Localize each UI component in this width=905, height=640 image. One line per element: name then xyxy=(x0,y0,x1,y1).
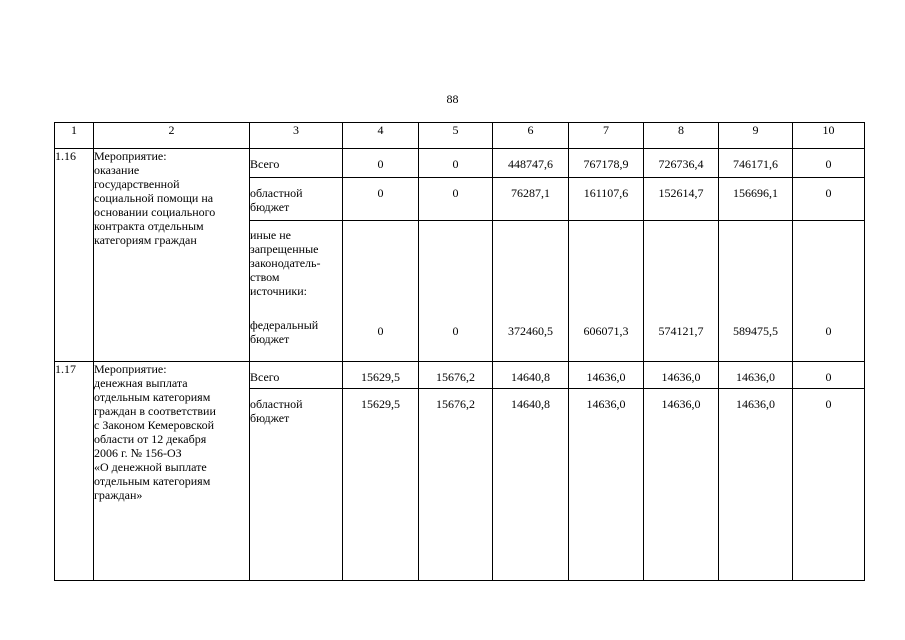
value-cell: 746171,6 xyxy=(719,149,793,178)
header-cell: 7 xyxy=(569,123,644,149)
value-cell: 0 xyxy=(793,362,865,389)
source-label: областной бюджет xyxy=(250,389,343,581)
header-cell: 4 xyxy=(343,123,419,149)
header-cell: 10 xyxy=(793,123,865,149)
value-cell: 372460,5 xyxy=(493,221,569,362)
page-number: 88 xyxy=(446,92,459,106)
value-cell: 0 xyxy=(793,221,865,362)
value-cell: 589475,5 xyxy=(719,221,793,362)
event-description: Мероприятие: денежная выплата отдельным категориям граждан в соответствии с Законом Кемеровской области от 12 декабря 2006 г. № 156-ОЗ «О денежной выплате отдельным категориям граждан» xyxy=(94,362,250,581)
value-cell: 14636,0 xyxy=(644,362,719,389)
value-cell: 606071,3 xyxy=(569,221,644,362)
value-cell: 0 xyxy=(793,178,865,221)
budget-table xyxy=(54,122,865,581)
value-cell: 152614,7 xyxy=(644,178,719,221)
value-cell: 0 xyxy=(419,149,493,178)
table-row xyxy=(55,362,865,389)
header-cell: 3 xyxy=(250,123,343,149)
value-cell: 767178,9 xyxy=(569,149,644,178)
value-cell: 14636,0 xyxy=(719,362,793,389)
value-cell: 0 xyxy=(343,221,419,362)
value-cell: 15629,5 xyxy=(343,362,419,389)
source-label: областной бюджет xyxy=(250,178,343,221)
value-cell: 156696,1 xyxy=(719,178,793,221)
row-code: 1.16 xyxy=(55,149,94,362)
value-cell: 14636,0 xyxy=(569,362,644,389)
value-cell: 0 xyxy=(793,389,865,581)
event-description: Мероприятие: оказание государственной социальной помощи на основании социального контракта отдельным категориям граждан xyxy=(94,149,250,362)
table-row xyxy=(55,149,865,178)
value-cell: 15676,2 xyxy=(419,389,493,581)
value-cell: 15676,2 xyxy=(419,362,493,389)
header-cell: 8 xyxy=(644,123,719,149)
value-cell: 448747,6 xyxy=(493,149,569,178)
source-label: Всего xyxy=(250,149,343,178)
value-cell: 14636,0 xyxy=(719,389,793,581)
value-cell: 14640,8 xyxy=(493,389,569,581)
value-cell: 15629,5 xyxy=(343,389,419,581)
source-label: иные не запрещенные законодатель- ством источники: федеральный бюджет xyxy=(250,221,343,362)
value-cell: 0 xyxy=(419,221,493,362)
value-cell: 0 xyxy=(343,178,419,221)
header-cell: 5 xyxy=(419,123,493,149)
value-cell: 161107,6 xyxy=(569,178,644,221)
value-cell: 0 xyxy=(419,178,493,221)
value-cell: 76287,1 xyxy=(493,178,569,221)
header-cell: 9 xyxy=(719,123,793,149)
value-cell: 14640,8 xyxy=(493,362,569,389)
row-code: 1.17 xyxy=(55,362,94,581)
header-cell: 1 xyxy=(55,123,94,149)
header-row xyxy=(55,123,865,149)
value-cell: 14636,0 xyxy=(569,389,644,581)
value-cell: 0 xyxy=(343,149,419,178)
value-cell: 14636,0 xyxy=(644,389,719,581)
header-cell: 2 xyxy=(94,123,250,149)
value-cell: 574121,7 xyxy=(644,221,719,362)
value-cell: 0 xyxy=(793,149,865,178)
header-cell: 6 xyxy=(493,123,569,149)
value-cell: 726736,4 xyxy=(644,149,719,178)
source-label: Всего xyxy=(250,362,343,389)
